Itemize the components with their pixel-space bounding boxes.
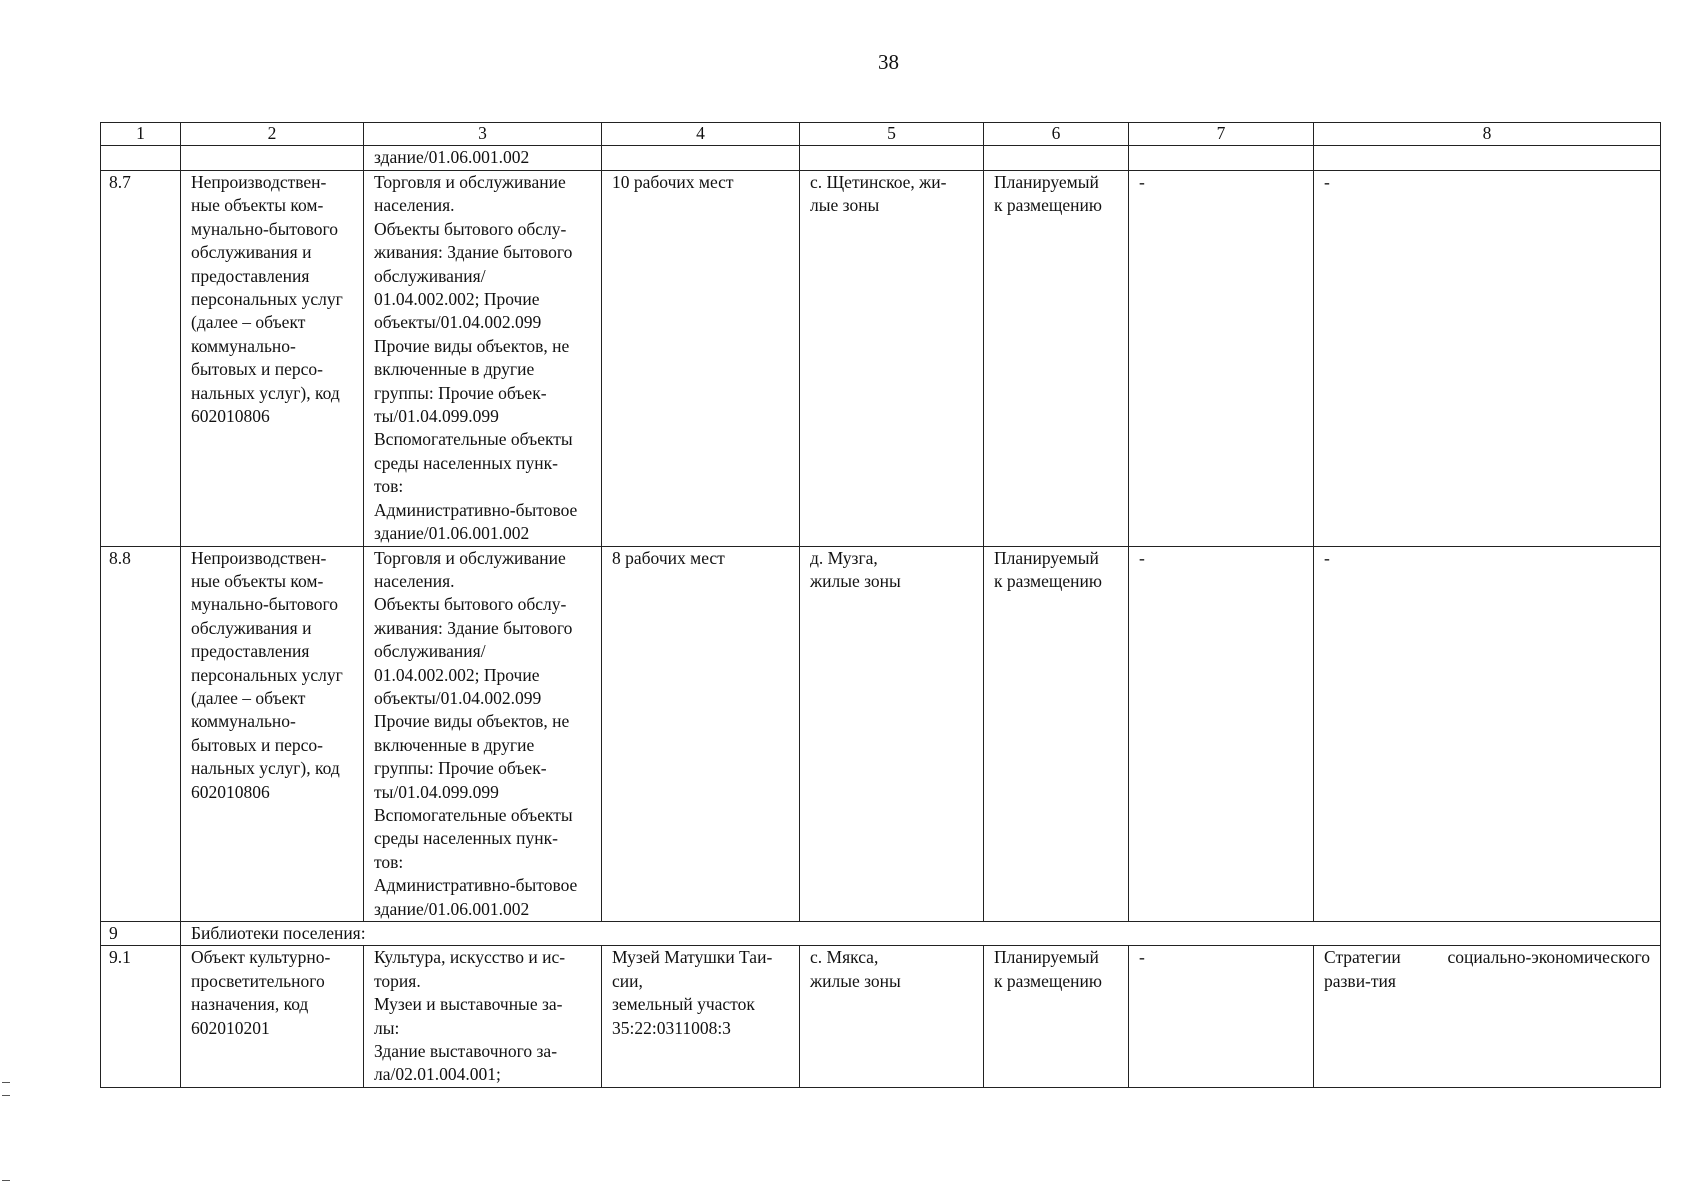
object-purpose-cell: Культура, искусство и ис- тория. Музеи и выставочные за- лы: Здание выставочного за- ла/02.01.004.001;: [364, 946, 602, 1087]
column-7-cell: -: [1129, 946, 1314, 1087]
table-cell: здание/01.06.001.002: [364, 146, 602, 171]
object-name-cell: Непроизводствен- ные объекты ком- мунально-бытового обслуживания и предоставления персональных услуг (далее – объект коммунально- бытовых и персо- нальных услуг), код 602010806: [181, 171, 364, 547]
continuation-row: [101, 146, 1661, 171]
header-cell: 3: [364, 123, 602, 146]
status-cell: Планируемый к размещению: [984, 946, 1129, 1087]
header-cell: 7: [1129, 123, 1314, 146]
section-number: 9: [101, 922, 181, 946]
header-cell: 2: [181, 123, 364, 146]
row-number: 8.7: [101, 171, 181, 547]
table-row: [101, 171, 1661, 547]
table-cell: [800, 146, 984, 171]
row-number: 8.8: [101, 546, 181, 922]
object-purpose-cell: Торговля и обслуживание населения. Объекты бытового обслу- живания: Здание бытового обслуживания/ 01.04.002.002; Прочие объекты/01.04.002.099 Прочие виды объектов, не включенные в другие группы: Прочие объек- ты/01.04.099.099 Вспомогательные объекты среды населенных пунк- тов: Административно-бытовое здание/01.06.001.002: [364, 546, 602, 922]
header-cell: 5: [800, 123, 984, 146]
section-row: [101, 922, 1661, 946]
table-row: [101, 546, 1661, 922]
binding-mark: [2, 1180, 10, 1181]
capacity-cell: 8 рабочих мест: [602, 546, 800, 922]
column-7-cell: -: [1129, 171, 1314, 547]
location-cell: д. Музга, жилые зоны: [800, 546, 984, 922]
table-cell: [101, 146, 181, 171]
table-cell: [1129, 146, 1314, 171]
status-cell: Планируемый к размещению: [984, 171, 1129, 547]
capacity-cell: Музей Матушки Таи- сии, земельный участок 35:22:0311008:3: [602, 946, 800, 1087]
object-name-cell: Объект культурно- просветительного назначения, код 602010201: [181, 946, 364, 1087]
header-cell: 8: [1314, 123, 1661, 146]
binding-mark: [2, 1082, 10, 1096]
table-cell: [984, 146, 1129, 171]
row-number: 9.1: [101, 946, 181, 1087]
table-cell: [602, 146, 800, 171]
page-number: 38: [878, 50, 899, 74]
column-8-cell: -: [1314, 171, 1661, 547]
object-name-cell: Непроизводствен- ные объекты ком- мунально-бытового обслуживания и предоставления персональных услуг (далее – объект коммунально- бытовых и персо- нальных услуг), код 602010806: [181, 546, 364, 922]
table-cell: [1314, 146, 1661, 171]
header-row: [101, 123, 1661, 146]
location-cell: с. Мякса, жилые зоны: [800, 946, 984, 1087]
location-cell: с. Щетинское, жи- лые зоны: [800, 171, 984, 547]
column-8-cell: -: [1314, 546, 1661, 922]
table-row: [101, 946, 1661, 1087]
object-purpose-cell: Торговля и обслуживание населения. Объекты бытового обслу- живания: Здание бытового обслуживания/ 01.04.002.002; Прочие объекты/01.04.002.099 Прочие виды объектов, не включенные в другие группы: Прочие объек- ты/01.04.099.099 Вспомогательные объекты среды населенных пунк- тов: Административно-бытовое здание/01.06.001.002: [364, 171, 602, 547]
column-7-cell: -: [1129, 546, 1314, 922]
document-table: [100, 122, 1661, 1088]
column-8-cell: Стратегии социально-экономического разви-тия: [1314, 946, 1661, 1087]
header-cell: 1: [101, 123, 181, 146]
header-cell: 4: [602, 123, 800, 146]
status-cell: Планируемый к размещению: [984, 546, 1129, 922]
capacity-cell: 10 рабочих мест: [602, 171, 800, 547]
header-cell: 6: [984, 123, 1129, 146]
section-title: Библиотеки поселения:: [181, 922, 1661, 946]
table-cell: [181, 146, 364, 171]
